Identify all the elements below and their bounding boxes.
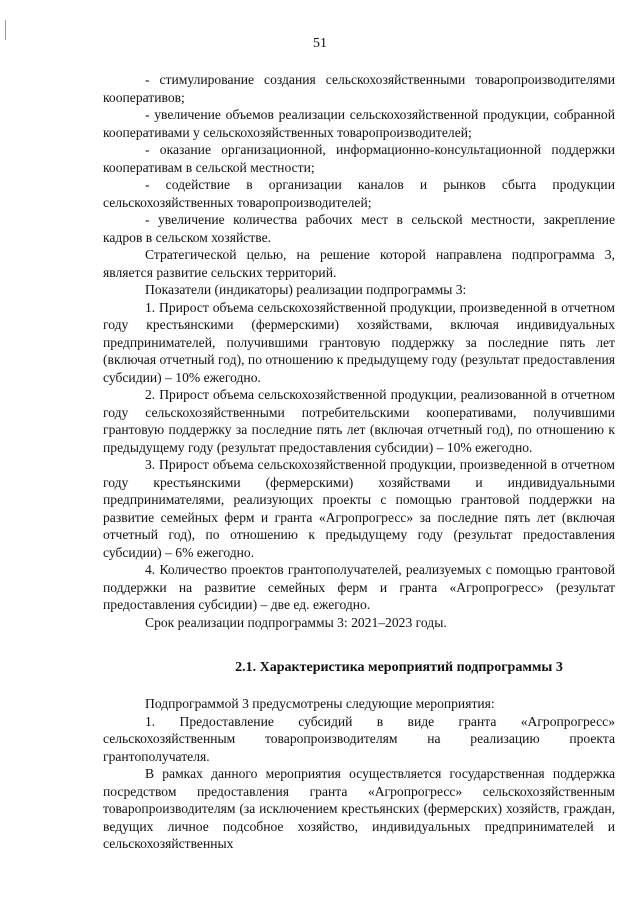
paragraph-indicator-1: 1. Прирост объема сельскохозяйственной продукции, произведенной в отчетном году крестьянскими (фермерскими) хозяйствами, включая индивидуальных предпринимателей, получившими грантовую поддержку за последние пять лет (включая отчетный год), по отношению к предыдущему году (результат предоставления субсидии) – 10% ежегодно. xyxy=(103,299,615,385)
paragraph-indicator-2: 2. Прирост объема сельскохозяйственной продукции, реализованной в отчетном году сельскохозяйственными потребительскими кооперативами, получившими грантовую поддержку за последние пять лет (включая отчетный год), по отношению к предыдущему году (результат предоставления субсидии) – 10% ежегодно. xyxy=(103,387,615,455)
body-text-bottom xyxy=(103,695,615,853)
paragraph-bullet-2: - увеличение объемов реализации сельскохозяйственной продукции, собранной кооперативами у сельскохозяйственных товаропроизводителей; xyxy=(103,107,615,140)
paragraph-bullet-4: - содействие в организации каналов и рынков сбыта продукции сельскохозяйственных товаропроизводителей; xyxy=(103,177,615,210)
paragraph-indicator-3: 3. Прирост объема сельскохозяйственной продукции, произведенной в отчетном году крестьянскими (фермерскими) хозяйствами и индивидуальными предпринимателями, реализующих проекты с помощью грантовой поддержки на развитие семейных ферм и гранта «Агропрогресс» за последние пять лет (включая отчетный год), по отношению к предыдущему году (результат предоставления субсидии) – 6% ежегодно. xyxy=(103,457,615,560)
paragraph-measure-1-detail: В рамках данного мероприятия осуществляется государственная поддержка посредством предоставления гранта «Агропрогресс» сельскохозяйственным товаропроизводителям (за исключением крестьянских (фермерских) хозяйств, граждан, ведущих личное подсобное хозяйство, индивидуальных предпринимателей и сельскохозяйственных xyxy=(103,766,615,851)
paragraph-indicator-4: 4. Количество проектов грантополучателей, реализуемых с помощью грантовой поддержки на развитие семейных ферм и гранта «Агропрогресс» (результат предоставления субсидии) – две ед. ежегодно. xyxy=(103,562,615,612)
page-number: 51 xyxy=(313,36,327,51)
paragraph-measures-intro: Подпрограммой 3 предусмотрены следующие мероприятия: xyxy=(145,696,495,711)
paragraph-measure-1: 1. Предоставление субсидий в виде гранта «Агропрогресс» сельскохозяйственным товаропроизводителям на реализацию проекта грантополучателя. xyxy=(103,713,615,764)
paragraph-strategic-goal: Стратегической целью, на решение которой направлена подпрограмма 3, является развитие сельских территорий. xyxy=(103,247,615,280)
section-heading: 2.1. Характеристика мероприятий подпрограммы 3 xyxy=(235,660,563,675)
paragraph-bullet-1: - стимулирование создания сельскохозяйственными товаропроизводителями кооперативов; xyxy=(103,72,615,105)
paragraph-bullet-3: - оказание организационной, информационно-консультационной поддержки кооперативам в сельской местности; xyxy=(103,142,615,175)
body-text-top xyxy=(103,71,615,631)
paragraph-indicators-intro: Показатели (индикаторы) реализации подпрограммы 3: xyxy=(145,282,467,297)
paragraph-bullet-5: - увеличение количества рабочих мест в сельской местности, закрепление кадров в сельском хозяйстве. xyxy=(103,212,615,245)
paragraph-term: Срок реализации подпрограммы 3: 2021–2023 годы. xyxy=(145,614,447,630)
